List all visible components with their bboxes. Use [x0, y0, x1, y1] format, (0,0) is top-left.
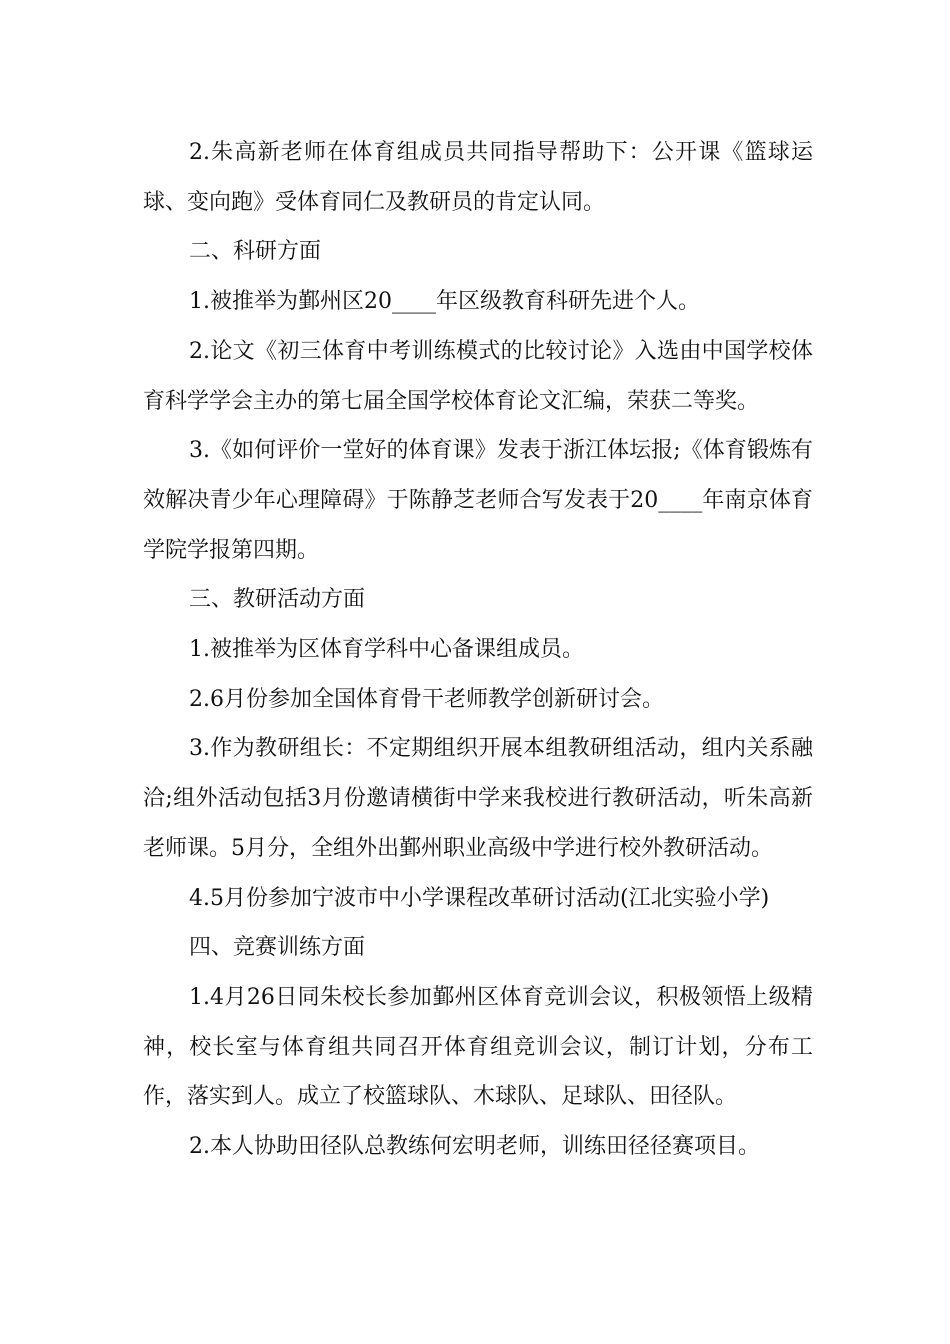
- paragraph-lesson-prep-group: 1.被推举为区体育学科中心备课组成员。: [189, 637, 584, 663]
- paragraph-research-publications: 3.《如何评价一堂好的体育课》发表于浙江体坛报;《体育锻炼有效解决青少年心理障碍》于陈静芝老师合写发表于20____年南京体育学院学报第四期。: [143, 438, 813, 563]
- document-body: [143, 128, 813, 1172]
- paragraph-curriculum-reform: 4.5月份参加宁波市中小学课程改革研讨活动(江北实验小学): [189, 885, 770, 911]
- paragraph-research-award: 1.被推举为鄞州区20____年区级教育科研先进个人。: [189, 289, 700, 315]
- paragraph-teacher-zhu-open-class: 2.朱高新老师在体育组成员共同指导帮助下：公开课《篮球运球、变向跑》受体育同仁及教研员的肯定认同。: [143, 140, 813, 215]
- paragraph-research-paper: 2.论文《初三体育中考训练模式的比较讨论》入选由中国学校体育科学学会主办的第七届全国学校体育论文汇编，荣获二等奖。: [143, 338, 813, 414]
- paragraph-national-seminar: 2.6月份参加全国体育骨干老师教学创新研讨会。: [189, 686, 664, 712]
- section-heading-teaching-research: 三、教研活动方面: [189, 587, 366, 613]
- paragraph-training-meeting: 1.4月26日同朱校长参加鄞州区体育竞训会议，积极领悟上级精神，校长室与体育组共同召开体育组竞训会议，制订计划，分布工作，落实到人。成立了校篮球队、木球队、足球队、田径队。: [143, 984, 813, 1110]
- paragraph-group-leader: 3.作为教研组长：不定期组织开展本组教研组活动，组内关系融洽;组外活动包括3月份邀请横街中学来我校进行教研活动，听朱高新老师课。5月分，全组外出鄞州职业高级中学进行校外教研活动。: [143, 736, 813, 861]
- section-heading-research: 二、科研方面: [189, 239, 322, 265]
- section-heading-competition-training: 四、竞赛训练方面: [189, 935, 366, 961]
- paragraph-track-coaching: 2.本人协助田径队总教练何宏明老师，训练田径径赛项目。: [189, 1134, 760, 1160]
